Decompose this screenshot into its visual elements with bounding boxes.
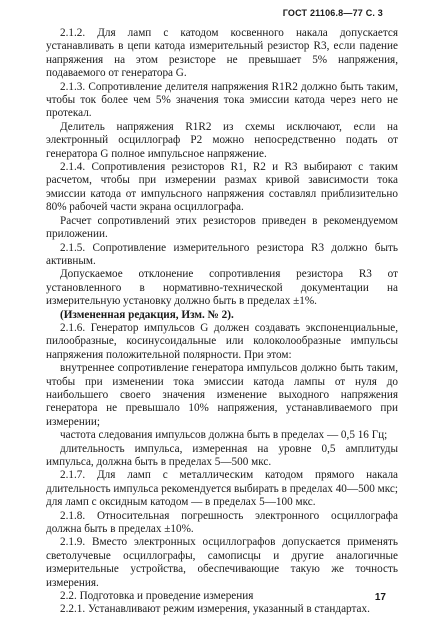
paragraph: 2.1.5. Сопротивление измерительного резистора R3 должно быть активным. bbox=[46, 241, 398, 267]
paragraph: 2.2.1. Устанавливают режим измерения, указанный в стандартах. bbox=[60, 603, 370, 616]
paragraph: 2.1.6. Генератор импульсов G должен создавать экспоненциальные, пилообразные, косинусоидальные или колоколообразные импульсы напряжения положительной полярности. При этом: bbox=[46, 321, 398, 361]
paragraph: 2.1.8. Относительная погрешность электронного осциллографа должна быть в пределах ±10%. bbox=[46, 509, 398, 536]
paragraph: длительность импульса, измеренная на уровне 0,5 амплитуды импульса, должна быть в пределах 5—500 мкс. bbox=[46, 442, 398, 468]
paragraph: частота следования импульсов должна быть в пределах — 0,5 16 Гц; bbox=[60, 429, 388, 442]
page-header: ГОСТ 21106.8—77 С. 3 bbox=[282, 8, 383, 18]
paragraph: 2.1.4. Сопротивления резисторов R1, R2 и R3 выбирают с таким расчетом, чтобы при измерении размах кривой зависимости тока эмиссии катода от импульсного напряжения составлял приблизительно 80% рабочей части экрана осциллографа. bbox=[46, 161, 398, 214]
paragraph: Расчет сопротивлений этих резисторов приведен в рекомендуемом приложении. bbox=[46, 214, 398, 241]
amendment-note: (Измененная редакция, Изм. № 2). bbox=[60, 308, 234, 321]
body-text bbox=[46, 27, 398, 617]
paragraph: 2.1.7. Для ламп с металлическим катодом прямого накала длительность импульса рекомендуется выбирать в пределах 40—500 мкс; для ламп с оксидным катодом — в пределах 5—100 мкс. bbox=[46, 469, 398, 509]
paragraph: Допускаемое отклонение сопротивления резистора R3 от установленного в нормативно-технической документации на измерительную установку должно быть в пределах ±1%. bbox=[46, 268, 398, 308]
paragraph: внутреннее сопротивление генератора импульсов должно быть таким, чтобы при изменении тока эмиссии катода лампы от нуля до наибольшего своего значения изменение выходного напряжения генератора не превышало 10% напряжения, устанавливаемого при измерении; bbox=[46, 362, 398, 428]
paragraph: 2.1.2. Для ламп с катодом косвенного накала допускается устанавливать в цепи катода измерительный резистор R3, если падение напряжения на этом резисторе не превышает 5% напряжения, подаваемого от генератора G. bbox=[46, 27, 398, 80]
paragraph: 2.1.9. Вместо электронных осциллографов допускается применять светолучевые осциллографы, самописцы и другие аналогичные измерительные устройства, обеспечивающие такую же точность измерения. bbox=[46, 536, 398, 589]
page-number: 17 bbox=[374, 592, 386, 603]
paragraph: 2.1.3. Сопротивление делителя напряжения R1R2 должно быть таким, чтобы ток более чем 5% значения тока эмиссии катода через него не протекал. bbox=[46, 80, 398, 120]
paragraph: Делитель напряжения R1R2 из схемы исключают, если на электронный осциллограф P2 можно непосредственно подать от генератора G полное импульсное напряжение. bbox=[46, 120, 398, 160]
section-heading: 2.2. Подготовка и проведение измерения bbox=[60, 590, 254, 603]
